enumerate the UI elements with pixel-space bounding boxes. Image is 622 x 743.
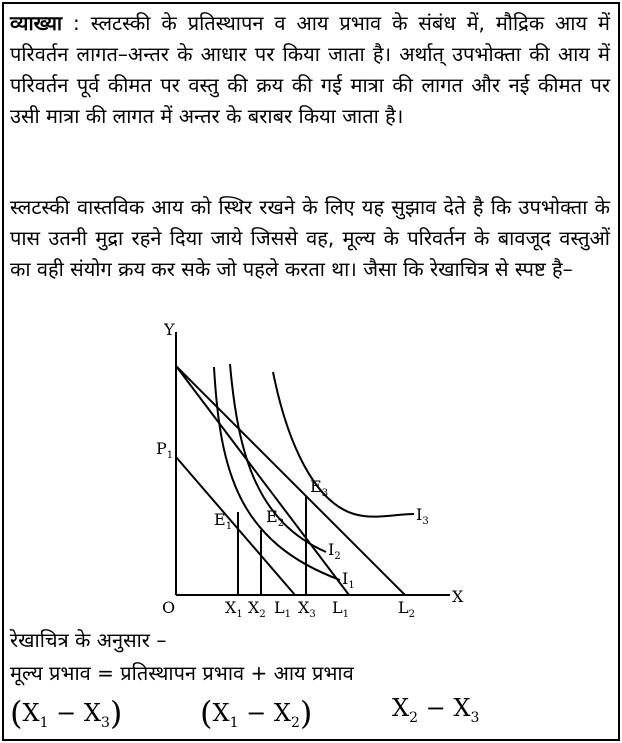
budget-line-l1 (176, 366, 349, 595)
label-e2: $E_2$ (266, 507, 285, 529)
label-l1-second: $L_1$ (332, 598, 349, 620)
explanation-text: : स्लटस्की के प्रतिस्थापन व आय प्रभाव के संबंध में, मौद्रिक आय में परिवर्तन लागत–अन्तर के आधार पर किया जाता है। अर्थात् उपभोक्ता की आय में परिवर्तन पूर्व कीमत पर वस्तु की क्रय की गई मात्रा की लागत और नई कीमत पर उसी मात्रा की लागत में अन्तर के बराबर किया जाता है। (10, 11, 610, 128)
content-frame (2, 2, 620, 741)
label-e1: $E_1$ (214, 510, 233, 532)
paragraph-slutsky: स्लटस्की वास्तविक आय को स्थिर रखने के लिए यह सुझाव देते है कि उपभोक्ता के पास उतनी मुद्रा रहने दिया जाये जिससे वह, मूल्य के परिवर्तन के बावजूद वस्तुओं का वही संयोग क्रय कर सके जो पहले करता था। जैसा कि रेखाचित्र से स्पष्ट है– (10, 195, 610, 281)
budget-line-l2 (176, 366, 405, 595)
y-axis-label: Y (164, 320, 175, 339)
label-l1-first: $L_1$ (274, 598, 291, 620)
label-x2: $X_2$ (248, 598, 266, 620)
indifference-curve-i3 (273, 372, 414, 517)
label-l2: $L_2$ (398, 598, 415, 620)
explanation-label: व्याख्या (10, 11, 63, 35)
label-i2: $I_2$ (328, 540, 341, 562)
label-i3: $I_3$ (416, 505, 429, 527)
origin-label: O (162, 598, 176, 617)
label-x3: $X_3$ (298, 598, 316, 620)
x-axis-label: X (452, 587, 464, 606)
indifference-curve-i1 (214, 367, 340, 580)
equation-intro: रेखाचित्र के अनुसार – (10, 628, 167, 652)
label-i1: $I_1$ (342, 569, 355, 591)
label-p1: $P_1$ (156, 439, 174, 461)
math-term-income-effect: $X_2 - X_3$ (392, 694, 480, 726)
label-x1: $X_1$ (225, 598, 243, 620)
math-term-substitution-effect: $(X_1 - X_2)$ (200, 694, 313, 732)
label-e3: $E_3$ (310, 477, 329, 499)
math-term-price-effect: $(X_1 - X_3)$ (10, 694, 123, 732)
equation-line: मूल्य प्रभाव = प्रतिस्थापन प्रभाव + आय प्रभाव (10, 661, 354, 685)
